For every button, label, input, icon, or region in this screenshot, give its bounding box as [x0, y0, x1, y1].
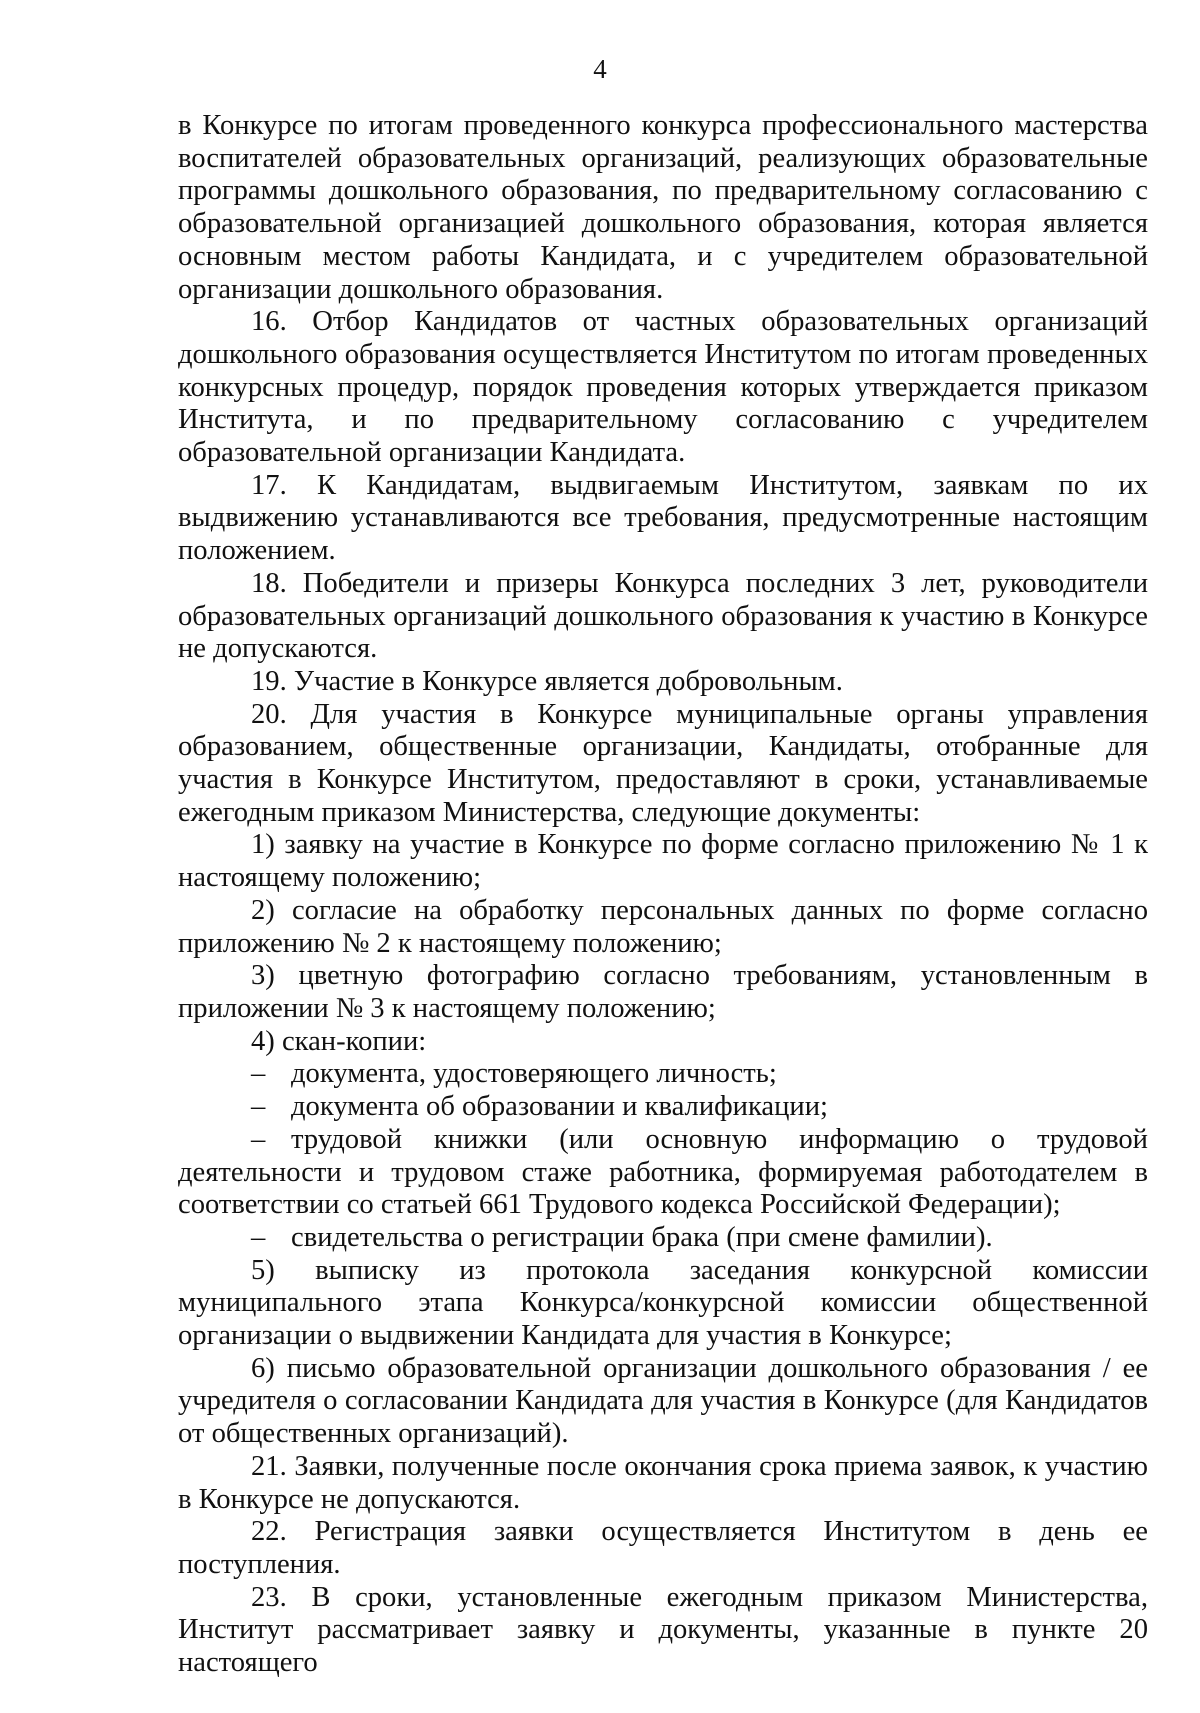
dash-marker: – — [251, 1091, 266, 1123]
dash-marker: – — [251, 1221, 266, 1253]
paragraph-23: 23. В сроки, установленные ежегодным приказом Министерства, Институт рассматривает заявку и документы, указанные в пункте 20 настоящего — [178, 1581, 1148, 1679]
list-item-2: 2) согласие на обработку персональных данных по форме согласно приложению № 2 к настоящему положению; — [178, 894, 1148, 959]
sublist-item-work-book — [178, 1124, 1148, 1222]
page-number: 4 — [593, 54, 607, 84]
sublist-item-text: документа, удостоверяющего личность; — [291, 1058, 777, 1090]
paragraph-21: 21. Заявки, полученные после окончания срока приема заявок, к участию в Конкурсе не допускаются. — [178, 1450, 1148, 1515]
paragraph-22: 22. Регистрация заявки осуществляется Институтом в день ее поступления. — [178, 1516, 1148, 1580]
list-item-6: 6) письмо образовательной организации дошкольного образования / ее учредителя о согласовании Кандидата для участия в Конкурсе (для Кандидатов от общественных организаций). — [178, 1352, 1148, 1450]
paragraph-20: 20. Для участия в Конкурсе муниципальные органы управления образованием, общественные организации, Кандидаты, отобранные для участия в Конкурсе Институтом, предоставляют в сроки, устанавливаемые ежегодным приказом Министерства, следующие документы: — [178, 698, 1148, 828]
dash-marker: – — [251, 1058, 266, 1090]
list-item-1: 1) заявку на участие в Конкурсе по форме согласно приложению № 1 к настоящему положению; — [178, 829, 1148, 894]
sublist-item-education-document — [178, 1091, 1148, 1124]
paragraph-17: 17. К Кандидатам, выдвигаемым Институтом, заявкам по их выдвижению устанавливаются все требования, предусмотренные настоящим положением. — [178, 469, 1148, 567]
sublist-item-marriage-certificate — [178, 1222, 1148, 1255]
document-body — [178, 110, 1148, 1680]
list-item-3: 3) цветную фотографию согласно требованиям, установленным в приложении № 3 к настоящему положению; — [178, 960, 1148, 1024]
sublist-item-text: трудовой книжки (или основную информацию о трудовой деятельности и трудовом стаже работника, формируемая работодателем в соответствии со статьей 661 Трудового кодекса Российской Федерации); — [178, 1123, 1148, 1221]
paragraph-18: 18. Победители и призеры Конкурса последних 3 лет, руководители образовательных организаций дошкольного образования к участию в Конкурсе не допускаются. — [178, 567, 1148, 665]
sublist-item-identity-document — [178, 1058, 1148, 1091]
paragraph-19: 19. Участие в Конкурсе является добровольным. — [251, 665, 843, 697]
list-item-5: 5) выписку из протокола заседания конкурсной комиссии муниципального этапа Конкурса/конкурсной комиссии общественной организации о выдвижении Кандидата для участия в Конкурсе; — [178, 1254, 1148, 1352]
paragraph-16: 16. Отбор Кандидатов от частных образовательных организаций дошкольного образования осуществляется Институтом по итогам проведенных конкурсных процедур, порядок проведения которых утверждается приказом Института, и по предварительному согласованию с учредителем образовательной организации Кандидата. — [178, 306, 1148, 469]
paragraph-continuation: в Конкурсе по итогам проведенного конкурса профессионального мастерства воспитателей образовательных организаций, реализующих образовательные программы дошкольного образования, по предварительному согласованию с образовательной организацией дошкольного образования, которая является основным местом работы Кандидата, и с учредителем образовательной организации дошкольного образования. — [178, 110, 1148, 305]
sublist-item-text: документа об образовании и квалификации; — [291, 1091, 828, 1123]
list-item-4: 4) скан-копии: — [251, 1025, 427, 1057]
sublist-item-text: свидетельства о регистрации брака (при смене фамилии). — [291, 1221, 993, 1253]
dash-marker: – — [251, 1123, 266, 1155]
